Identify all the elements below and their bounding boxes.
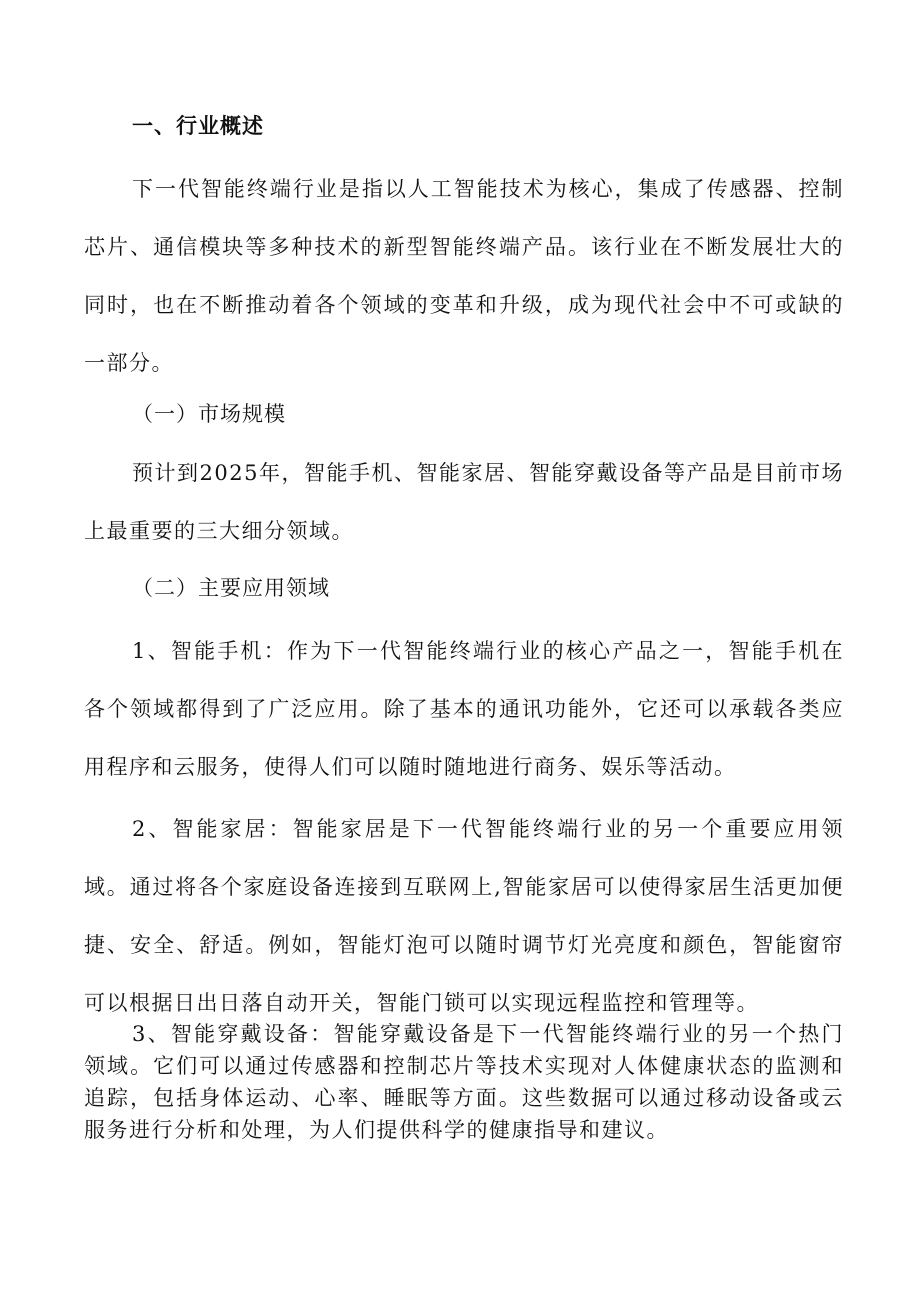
smart-home-paragraph: 2、智能家居：智能家居是下一代智能终端行业的另一个重要应用领域。通过将各个家庭设备连接到互联网上,智能家居可以使得家居生活更加便捷、安全、舒适。例如，智能灯泡可以随时调节灯光亮度和颜色，智能窗帘可以根据日出日落自动开关，智能门锁可以实现远程监控和管理等。 <box>84 817 844 1015</box>
overview-paragraph: 下一代智能终端行业是指以人工智能技术为核心，集成了传感器、控制芯片、通信模块等多种技术的新型智能终端产品。该行业在不断发展壮大的同时，也在不断推动着各个领域的变革和升级，成为现代社会中不可或缺的一部分。 <box>84 177 844 375</box>
wearables-paragraph: 3、智能穿戴设备：智能穿戴设备是下一代智能终端行业的另一个热门领域。它们可以通过传感器和控制芯片等技术实现对人体健康状态的监测和追踪，包括身体运动、心率、睡眠等方面。这些数据可以通过移动设备或云服务进行分析和处理，为人们提供科学的健康指导和建议。 <box>84 1022 844 1142</box>
smartphone-paragraph: 1、智能手机：作为下一代智能终端行业的核心产品之一，智能手机在各个领域都得到了广泛应用。除了基本的通讯功能外，它还可以承载各类应用程序和云服务，使得人们可以随时随地进行商务、娱乐等活动。 <box>84 639 844 779</box>
section-heading: 一、行业概述 <box>132 113 264 138</box>
market-size-paragraph: 预计到2025年，智能手机、智能家居、智能穿戴设备等产品是目前市场上最重要的三大细分领域。 <box>84 461 844 543</box>
subheading-market-size: （一）市场规模 <box>132 402 286 426</box>
subheading-application-areas: （二）主要应用领域 <box>132 576 330 600</box>
